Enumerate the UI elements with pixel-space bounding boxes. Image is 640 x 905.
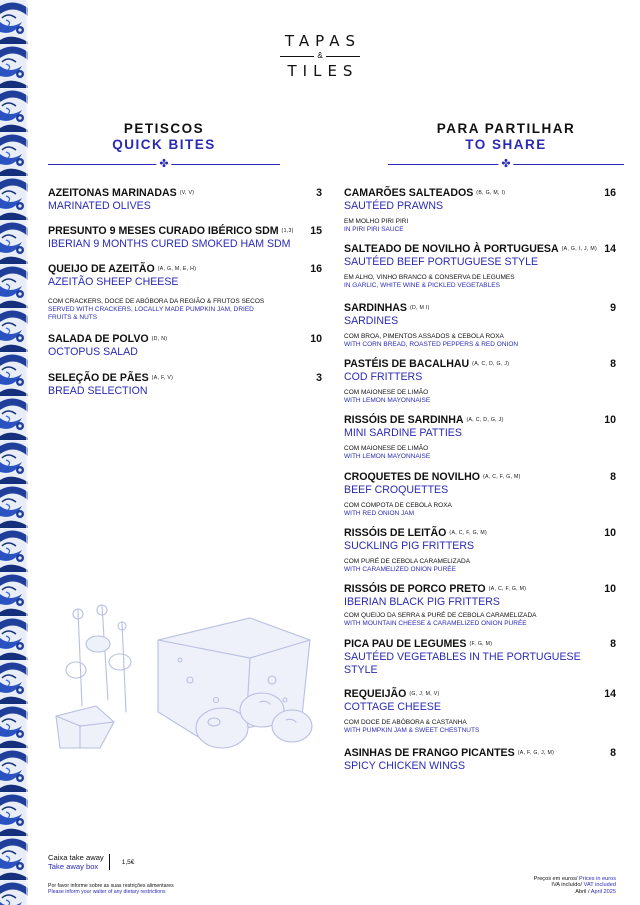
item-desc-pt: COM CRACKERS, DOCE DE ABÓBORA DA REGIÃO & FRUTOS SECOS [48,297,265,305]
takeaway-box-note [48,853,134,871]
item-name-en: MINI SARDINE PATTIES [344,427,462,439]
prices-label-en: Prices in euros [579,876,616,882]
allergen-codes: (A, G, I, J, M) [561,246,597,252]
cheese-olives-illustration [40,600,330,760]
item-name-en: IBERIAN BLACK PIG FRITTERS [344,596,500,608]
item-name-pt: ASINHAS DE FRANGO PICANTES [344,747,515,759]
menu-item [344,583,616,628]
allergen-codes: (A, C, D, G, J) [472,361,510,367]
date-label-en: April 2025 [590,888,616,895]
brand-line-1: TAPAS [284,32,362,50]
item-name-pt: SALADA DE POLVO [48,333,149,345]
item-desc-pt: COM MAIONESE DE LIMÃO [344,444,429,452]
item-name-en: SAUTÉED PRAWNS [344,200,444,212]
section-header-quick-bites [48,121,280,152]
allergen-codes: (A, C, F, G, M) [482,474,521,480]
item-name-pt: PRESUNTO 9 MESES CURADO IBÉRICO SDM [48,225,279,237]
logo-rule-right [326,56,360,57]
item-name-pt: CROQUETES DE NOVILHO [344,471,480,483]
item-price: 10 [310,333,322,345]
item-name-pt: SARDINHAS [344,302,407,314]
menu-item [344,302,616,349]
dietary-notice [48,883,174,895]
item-name-pt: RISSÓIS DE SARDINHA [344,414,464,426]
item-desc-en: WITH LEMON MAYONNAISE [344,452,431,460]
item-name-pt: PASTÉIS DE BACALHAU [344,358,470,370]
section-title-pt: PETISCOS [123,121,205,136]
allergen-codes: (A, F, G, J, M) [517,750,555,756]
item-desc-en: SERVED WITH CRACKERS, LOCALLY MADE PUMPKIN JAM, DRIED FRUITS & NUTS [48,305,254,321]
allergen-codes: (A, C, F, G, M) [488,586,527,592]
allergen-codes: (G, J, M, V) [409,691,440,697]
menu-item [344,638,616,676]
section-divider-left [48,160,280,170]
item-name-en: BEEF CROQUETTES [344,484,449,496]
menu-item [48,372,322,398]
takeaway-label-en: Take away box [48,862,99,871]
date-label-pt: Abril / [575,888,590,895]
menu-item [344,747,616,773]
logo-rule-left [280,56,314,57]
brand-line-2: TILES [287,62,359,80]
item-desc-pt: COM PURÉ DE CEBOLA CARAMELIZADA [344,557,471,565]
item-price: 3 [316,372,322,384]
item-price: 14 [604,688,616,700]
section-title-en: TO SHARE [465,137,547,152]
item-price: 14 [604,243,616,255]
item-name-pt: PICA PAU DE LEGUMES [344,638,467,650]
item-price: 16 [310,263,322,275]
item-price: 8 [610,638,616,650]
item-desc-pt: COM BROA, PIMENTOS ASSADOS & CEBOLA ROXA [344,332,504,340]
item-price: 9 [610,302,616,314]
item-desc-pt: EM ALHO, VINHO BRANCO & CONSERVA DE LEGUMES [344,273,515,281]
item-desc-pt: COM COMPOTA DE CEBOLA ROXA [344,501,452,509]
item-desc-en: IN PIRI PIRI SAUCE [344,225,404,233]
flourish-icon: ✤ [156,157,171,171]
allergen-codes: (A, G, M, E, H) [157,266,197,272]
prices-label-pt: Preços em euros/ [533,876,578,882]
menu-item [48,333,322,359]
menu-item [344,688,616,735]
item-name-en: COD FRITTERS [344,371,423,383]
item-name-pt: RISSÓIS DE LEITÃO [344,527,447,539]
item-price: 3 [316,187,322,199]
allergen-codes: (B, G, M, I) [476,190,506,196]
brand-logo [240,32,400,80]
item-desc-en: IN GARLIC, WHITE WINE & PICKLED VEGETABLES [344,281,500,289]
menu-item [344,243,616,290]
item-desc-en: WITH MOUNTAIN CHEESE & CARAMELIZED ONION PURÉE [344,619,527,627]
azulejo-tile-border [0,0,28,905]
item-desc-en: WITH RED ONION JAM [344,509,415,517]
allergen-codes: (F, G, M) [469,641,493,647]
item-desc-en: WITH LEMON MAYONNAISE [344,396,431,404]
menu-item [48,187,322,213]
allergen-codes: (1,3) [281,228,294,234]
takeaway-label-pt: Caixa take away [48,853,104,862]
vat-label-en: VAT included [583,882,616,889]
item-name-pt: SELEÇÃO DE PÃES [48,372,149,384]
allergen-codes: (A, C, F, G, M) [449,530,488,536]
item-desc-en: WITH CARAMELIZED ONION PURÉE [344,565,456,573]
menu-item [344,187,616,234]
menu-item [48,225,322,251]
item-price: 10 [604,527,616,539]
item-name-en: SAUTÉED BEEF PORTUGUESE STYLE [344,256,539,268]
dietary-notice-en: Please inform your waiter of any dietary restrictions [48,889,166,895]
item-name-pt: QUEIJO DE AZEITÃO [48,263,155,275]
item-price: 16 [604,187,616,199]
brand-ampersand: & [317,51,323,60]
item-price: 10 [604,414,616,426]
dietary-notice-pt: Por favor informe sobre as suas restrições alimentares [48,883,174,889]
section-header-to-share [388,121,624,152]
vat-label-pt: IVA incluído/ [551,882,583,889]
item-name-en: BREAD SELECTION [48,385,148,397]
item-name-en: COTTAGE CHEESE [344,701,441,713]
allergen-codes: (D, M I) [409,305,430,311]
brand-ampersand-row [240,50,400,62]
allergen-codes: (D, N) [151,336,168,342]
item-desc-pt: COM DOCE DE ABÓBORA & CASTANHA [344,718,467,726]
item-name-en: SUCKLING PIG FRITTERS [344,540,475,552]
flourish-icon: ✤ [498,157,513,171]
item-name-pt: REQUEIJÃO [344,688,407,700]
section-title-pt: PARA PARTILHAR [436,121,576,136]
item-name-pt: SALTEADO DE NOVILHO À PORTUGUESA [344,243,559,255]
menu-item [344,527,616,574]
item-name-pt: AZEITONAS MARINADAS [48,187,177,199]
item-price: 10 [604,583,616,595]
menu-item [344,358,616,405]
pricing-info [534,876,616,895]
item-name-en: OCTOPUS SALAD [48,346,138,358]
item-name-en: IBERIAN 9 MONTHS CURED SMOKED HAM SDM [48,238,291,250]
item-name-en: SPICY CHICKEN WINGS [344,760,466,772]
menu-item [344,414,616,461]
item-name-pt: RISSÓIS DE PORCO PRETO [344,583,486,595]
item-name-pt: CAMARÕES SALTEADOS [344,187,474,199]
item-desc-pt: EM MOLHO PIRI PIRI [344,217,409,225]
menu-item [344,471,616,518]
item-price: 15 [310,225,322,237]
allergen-codes: (A, C, D, G, J) [466,417,504,423]
item-name-en: SARDINES [344,315,399,327]
section-divider-right [388,160,624,170]
item-name-en: AZEITÃO SHEEP CHEESE [48,276,179,288]
item-name-en: MARINATED OLIVES [48,200,151,212]
takeaway-separator [109,854,110,870]
section-title-en: QUICK BITES [112,137,216,152]
item-desc-pt: COM QUEIJO DA SERRA & PURÉ DE CEBOLA CARAMELIZADA [344,611,537,619]
item-desc-en: WITH PUMPKIN JAM & SWEET CHESTNUTS [344,726,480,734]
allergen-codes: (V, V) [179,190,195,196]
item-desc-en: WITH CORN BREAD, ROASTED PEPPERS & RED ONION [344,340,519,348]
item-price: 8 [610,471,616,483]
item-desc-pt: COM MAIONESE DE LIMÃO [344,388,429,396]
item-price: 8 [610,747,616,759]
item-price: 8 [610,358,616,370]
takeaway-price: 1,5€ [121,858,135,866]
allergen-codes: (A, F, V) [151,375,174,381]
item-name-en: SAUTÉED VEGETABLES IN THE PORTUGUESE STYLE [344,651,581,676]
menu-item [48,263,322,322]
